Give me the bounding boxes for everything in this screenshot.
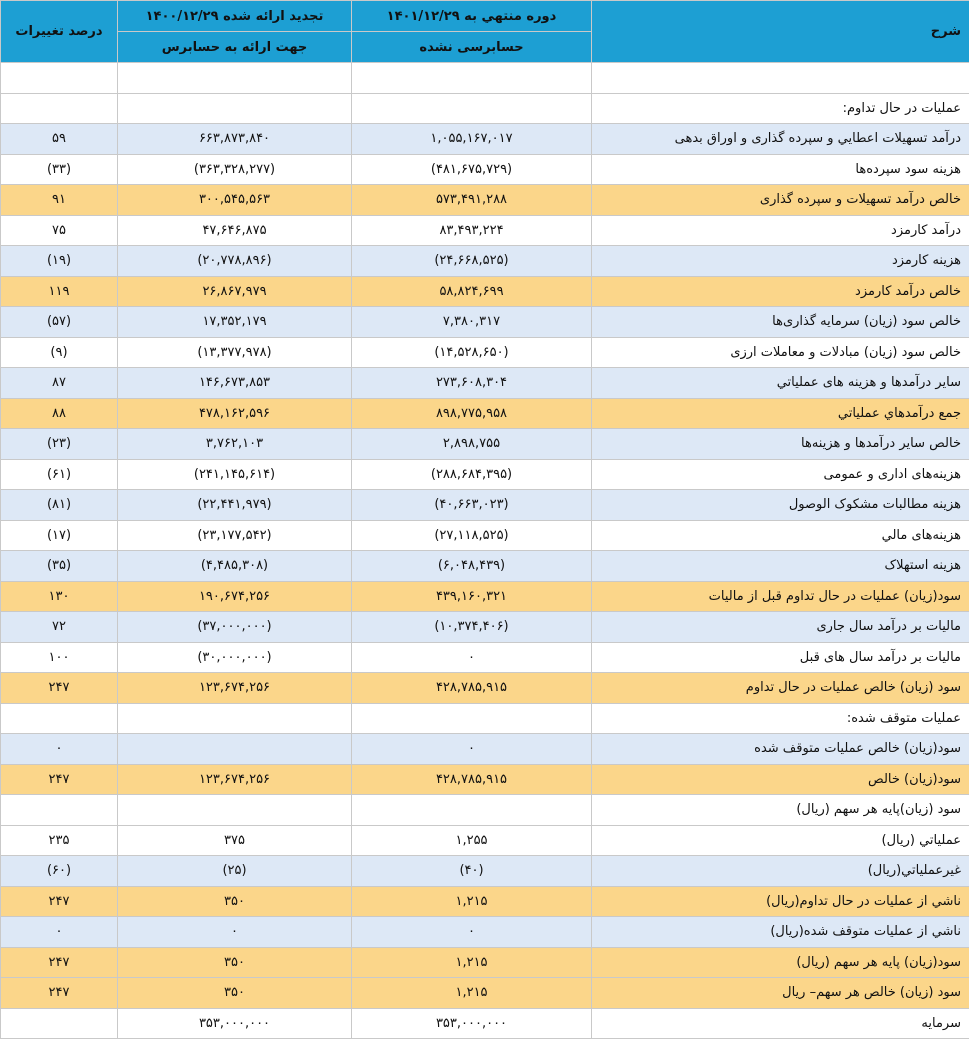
change-percent-value: (۶۰) [1,856,118,887]
prior-period-value [118,703,352,734]
prior-period-value: (۲۴۱,۱۴۵,۶۱۴) [118,459,352,490]
change-percent-value: ۰ [1,734,118,765]
row-description: سود (زیان) خالص عملیات در حال تداوم [592,673,969,704]
row-description: سود(زیان) پایه هر سهم (ریال) [592,947,969,978]
prior-period-value: (۲۳,۱۷۷,۵۴۲) [118,520,352,551]
current-period-value: ۰ [352,642,592,673]
change-percent-value [1,795,118,826]
prior-period-value: (۲۲,۴۴۱,۹۷۹) [118,490,352,521]
table-row [1,215,969,246]
current-period-value: (۲۷,۱۱۸,۵۲۵) [352,520,592,551]
row-description: سود (زیان)پایه هر سهم (ریال) [592,795,969,826]
row-description: مالیات بر درآمد سال های قبل [592,642,969,673]
current-period-value: (۴۸۱,۶۷۵,۷۲۹) [352,154,592,185]
current-period-value: (۴۰,۶۶۳,۰۲۳) [352,490,592,521]
section-row [1,703,969,734]
table-row [1,917,969,948]
table-row [1,978,969,1009]
row-description: هزينه کارمزد [592,246,969,277]
table-row [1,612,969,643]
prior-period-value: ۴۷,۶۴۶,۸۷۵ [118,215,352,246]
description-header: شرح [592,1,969,63]
current-period-value: ۱,۲۱۵ [352,886,592,917]
section-row [1,795,969,826]
prior-period-value [118,734,352,765]
change-percent-value: (۲۳) [1,429,118,460]
prior-period-value [118,93,352,124]
prior-period-subheader: جهت ارائه به حسابرس [118,32,352,63]
change-percent-value [1,1008,118,1039]
current-period-value [352,93,592,124]
table-row [1,520,969,551]
table-row [1,673,969,704]
prior-period-value: (۱۳,۳۷۷,۹۷۸) [118,337,352,368]
current-period-value [352,795,592,826]
table-row [1,124,969,155]
row-description: عملیات متوقف شده: [592,703,969,734]
row-description: خالص درآمد کارمزد [592,276,969,307]
table-row [1,764,969,795]
current-period-value: (۱۴,۵۲۸,۶۵۰) [352,337,592,368]
change-percent-value: ۲۳۵ [1,825,118,856]
table-row [1,337,969,368]
prior-period-value: ۰ [118,917,352,948]
row-description: خالص سود (زیان) سرمایه گذاری‌ها [592,307,969,338]
change-percent-value: ۲۴۷ [1,764,118,795]
prior-period-value: ۳۵۰ [118,978,352,1009]
change-percent-value: ۱۱۹ [1,276,118,307]
table-row [1,276,969,307]
row-description: هزینه‌های مالي [592,520,969,551]
row-description: هزينه سود سپرده‌ها [592,154,969,185]
current-period-value: ۴۲۸,۷۸۵,۹۱۵ [352,673,592,704]
prior-period-value: ۳۷۵ [118,825,352,856]
prior-period-value: ۱۲۳,۶۷۴,۲۵۶ [118,764,352,795]
prior-period-value: ۴۷۸,۱۶۲,۵۹۶ [118,398,352,429]
row-description: عملیاتي (ریال) [592,825,969,856]
prior-period-value: (۳۷,۰۰۰,۰۰۰) [118,612,352,643]
row-description: درآمد تسهیلات اعطایي و سپرده گذاری و اوراق بدهی [592,124,969,155]
change-percent-value [1,703,118,734]
current-period-value: ۱,۲۱۵ [352,978,592,1009]
change-percent-value: (۵۷) [1,307,118,338]
table-row [1,429,969,460]
row-description: عملیات در حال تداوم: [592,93,969,124]
change-percent-value: ۱۳۰ [1,581,118,612]
current-period-value [352,63,592,94]
table-row [1,734,969,765]
row-description: سود(زیان) عملیات در حال تداوم قبل از مالیات [592,581,969,612]
current-period-value: ۳۵۳,۰۰۰,۰۰۰ [352,1008,592,1039]
row-description: درآمد کارمزد [592,215,969,246]
row-description: هزینه‌های اداری و عمومی [592,459,969,490]
prior-period-value: (۲۰,۷۷۸,۸۹۶) [118,246,352,277]
prior-period-value: ۲۶,۸۶۷,۹۷۹ [118,276,352,307]
row-description: خالص سود (زیان) مبادلات و معاملات ارزی [592,337,969,368]
row-description: سود (زیان) خالص هر سهم– ریال [592,978,969,1009]
table-row [1,185,969,216]
change-percent-header: درصد تغییرات [1,1,118,63]
prior-period-value: (۲۵) [118,856,352,887]
current-period-value: ۱,۰۵۵,۱۶۷,۰۱۷ [352,124,592,155]
change-percent-value: (۳۵) [1,551,118,582]
section-row [1,63,969,94]
prior-period-value: ۳۰۰,۵۴۵,۵۶۳ [118,185,352,216]
table-row [1,947,969,978]
current-period-value: ۱,۲۱۵ [352,947,592,978]
table-row [1,490,969,521]
table-row [1,246,969,277]
change-percent-value [1,63,118,94]
prior-period-value: (۳۶۳,۳۲۸,۲۷۷) [118,154,352,185]
change-percent-value: ۲۴۷ [1,978,118,1009]
table-row [1,368,969,399]
change-percent-value: (۱۹) [1,246,118,277]
table-row [1,1008,969,1039]
change-percent-value: (۹) [1,337,118,368]
row-description: غیرعملیاتي(ریال) [592,856,969,887]
table-row [1,551,969,582]
table-body [1,63,969,1039]
current-period-value: ۲۷۳,۶۰۸,۳۰۴ [352,368,592,399]
current-period-value: ۲,۸۹۸,۷۵۵ [352,429,592,460]
current-period-value: ۸۹۸,۷۷۵,۹۵۸ [352,398,592,429]
row-description: سود(زیان) خالص عملیات متوقف شده [592,734,969,765]
table-row [1,886,969,917]
row-description: خالص سایر درآمدها و هزینه‌ها [592,429,969,460]
change-percent-value: ۸۸ [1,398,118,429]
table-header [1,1,969,63]
section-row [1,93,969,124]
current-period-value: (۶,۰۴۸,۴۳۹) [352,551,592,582]
change-percent-value: ۲۴۷ [1,673,118,704]
current-period-value: ۸۳,۴۹۳,۲۲۴ [352,215,592,246]
table-row [1,154,969,185]
change-percent-value: ۰ [1,917,118,948]
change-percent-value: (۶۱) [1,459,118,490]
row-description: مالیات بر درآمد سال جاری [592,612,969,643]
row-description: سرمایه [592,1008,969,1039]
change-percent-value: ۷۵ [1,215,118,246]
prior-period-value: ۱۹۰,۶۷۴,۲۵۶ [118,581,352,612]
prior-period-value: ۳,۷۶۲,۱۰۳ [118,429,352,460]
current-period-value [352,703,592,734]
table-row [1,459,969,490]
table-row [1,856,969,887]
header-row [1,1,969,32]
current-period-value: ۴۳۹,۱۶۰,۳۲۱ [352,581,592,612]
current-period-value: (۱۰,۳۷۴,۴۰۶) [352,612,592,643]
row-description: ناشي از عملیات در حال تداوم(ریال) [592,886,969,917]
prior-period-value [118,63,352,94]
change-percent-value: ۹۱ [1,185,118,216]
change-percent-value: ۸۷ [1,368,118,399]
table-row [1,825,969,856]
prior-period-value: ۳۵۳,۰۰۰,۰۰۰ [118,1008,352,1039]
current-period-value: (۲۴,۶۶۸,۵۲۵) [352,246,592,277]
prior-period-value: (۳۰,۰۰۰,۰۰۰) [118,642,352,673]
row-description [592,63,969,94]
change-percent-value: ۲۴۷ [1,886,118,917]
table-row [1,642,969,673]
current-period-value: ۴۲۸,۷۸۵,۹۱۵ [352,764,592,795]
row-description: ناشي از عملیات متوقف شده(ریال) [592,917,969,948]
row-description: هزینه مطالبات مشکوک الوصول [592,490,969,521]
row-description: هزینه استهلاک [592,551,969,582]
prior-period-value [118,795,352,826]
table-row [1,581,969,612]
row-description: خالص درآمد تسهیلات و سپرده گذاری [592,185,969,216]
change-percent-value: ۲۴۷ [1,947,118,978]
prior-period-value: ۳۵۰ [118,886,352,917]
current-period-value: ۵۸,۸۲۴,۶۹۹ [352,276,592,307]
prior-period-value: ۱۷,۳۵۲,۱۷۹ [118,307,352,338]
prior-period-value: (۴,۴۸۵,۳۰۸) [118,551,352,582]
prior-period-value: ۱۲۳,۶۷۴,۲۵۶ [118,673,352,704]
prior-period-header: تجدید ارائه شده ۱۴۰۰/۱۲/۲۹ [118,1,352,32]
current-period-value: ۷,۳۸۰,۳۱۷ [352,307,592,338]
current-period-value: ۱,۲۵۵ [352,825,592,856]
current-period-header: دوره منتهي به ۱۴۰۱/۱۲/۲۹ [352,1,592,32]
change-percent-value: (۱۷) [1,520,118,551]
current-period-value: ۵۷۳,۴۹۱,۲۸۸ [352,185,592,216]
prior-period-value: ۱۴۶,۶۷۳,۸۵۳ [118,368,352,399]
current-period-value: (۲۸۸,۶۸۴,۳۹۵) [352,459,592,490]
table-row [1,307,969,338]
row-description: جمع درآمدهاي عملیاتي [592,398,969,429]
change-percent-value: (۸۱) [1,490,118,521]
current-period-value: (۴۰) [352,856,592,887]
change-percent-value: ۵۹ [1,124,118,155]
current-period-subheader: حسابرسی نشده [352,32,592,63]
prior-period-value: ۶۶۳,۸۷۳,۸۴۰ [118,124,352,155]
current-period-value: ۰ [352,917,592,948]
table-row [1,398,969,429]
row-description: سایر درآمدها و هزینه های عملیاتي [592,368,969,399]
row-description: سود(زیان) خالص [592,764,969,795]
change-percent-value: (۳۳) [1,154,118,185]
change-percent-value: ۱۰۰ [1,642,118,673]
current-period-value: ۰ [352,734,592,765]
change-percent-value [1,93,118,124]
prior-period-value: ۳۵۰ [118,947,352,978]
change-percent-value: ۷۲ [1,612,118,643]
